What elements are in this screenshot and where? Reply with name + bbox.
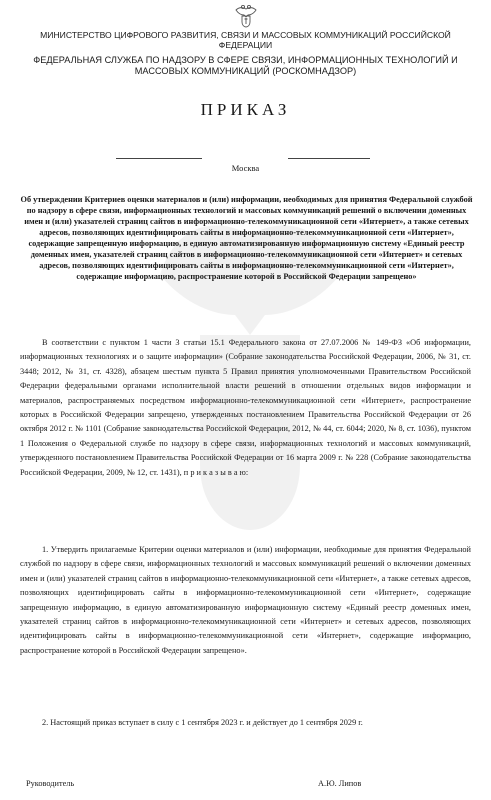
city-name: Москва xyxy=(231,163,260,173)
number-blank-line xyxy=(288,158,370,159)
signatory-role: Руководитель xyxy=(26,779,75,788)
order-heading: Об утверждении Критериев оценки материалов и (или) информации, необходимых для принятия Федеральной службой по надзору в сфере связи, информационных технологий и массовых коммуникаций решений о включении доменных имен и (или) указателей страниц сайтов в информационно-телекоммуникационной сети «Интернет», а также сетевых адресов, позволяющих идентифицировать сайты в информационно-телекоммуникационной сети «Интернет», содержащие запрещенную информацию, в единую автоматизированную информационную систему «Единый реестр доменных имен, указателей страниц сайтов в информационно-телекоммуникационной сети «Интернет» и сетевых адресов, позволяющих идентифицировать сайты в информационно-телекоммуникационной сети «Интернет», содержащие информацию, распространение которой в Российской Федерации запрещено» xyxy=(20,195,473,281)
state-emblem-icon xyxy=(233,3,259,29)
ministry-name: МИНИСТЕРСТВО ЦИФРОВОГО РАЗВИТИЯ, СВЯЗИ И МАССОВЫХ КОММУНИКАЦИЙ РОССИЙСКОЙ ФЕДЕРАЦИИ xyxy=(40,30,451,50)
order-title: ПРИКАЗ xyxy=(200,100,291,119)
item-2-paragraph: 2. Настоящий приказ вступает в силу с 1 сентября 2023 г. и действует до 1 сентября 2029 г. xyxy=(42,718,363,727)
signatory-name: А.Ю. Липов xyxy=(318,779,362,788)
item-1-paragraph: 1. Утвердить прилагаемые Критерии оценки материалов и (или) информации, необходимые для принятия Федеральной службой по надзору в сфере связи, информационных технологий и массовых коммуникаций решений о включении доменных имен и (или) указателей страниц сайтов в информационно-телекоммуникационной сети «Интернет», а также сетевых адресов, позволяющих идентифицировать сайты в информационно-телекоммуникационной сети «Интернет», содержащие запрещенную информацию, в единую автоматизированную информационную систему «Единый реестр доменных имен, указателей страниц сайтов в информационно-телекоммуникационной сети «Интернет» и сетевых адресов, позволяющих идентифицировать сайты в информационно-телекоммуникационной сети «Интернет», содержащие информацию, распространение которой в Российской Федерации запрещено». xyxy=(20,545,471,655)
preamble-paragraph: В соответствии с пунктом 1 части 3 статьи 15.1 Федерального закона от 27.07.2006 № 149-ФЗ «Об информации, информационных технологиях и о защите информации» (Собрание законодательства Российской Федерации, 2006, № 31, ст. 3448; 2012, № 31, ст. 4328), абзацем шестым пункта 5 Правил принятия уполномоченными Правительством Российской Федерации федеральными органами исполнительной власти решений в отношении отдельных видов информации и материалов, распространяемых посредством информационно-телекоммуникационной сети «Интернет», распространение которых в Российской Федерации запрещено, утвержденных постановлением Правительства Российской Федерации от 26 октября 2012 г. № 1101 (Собрание законодательства Российской Федерации, 2012, № 44, ст. 6044; 2020, № 8, ст. 1036), пунктом 1 Положения о Федеральной службе по надзору в сфере связи, информационных технологий и массовых коммуникаций, утвержденного постановлением Правительства Российской Федерации от 16 марта 2009 г. № 228 (Собрание законодательства Российской Федерации, 2009, № 12, ст. 1431), п р и к а з ы в а ю: xyxy=(20,338,471,477)
date-blank-line xyxy=(116,158,202,159)
service-name: ФЕДЕРАЛЬНАЯ СЛУЖБА ПО НАДЗОРУ В СФЕРЕ СВЯЗИ, ИНФОРМАЦИОННЫХ ТЕХНОЛОГИЙ И МАССОВЫХ КОММУНИКАЦИЙ (РОСКОМНАДЗОР) xyxy=(33,55,458,76)
